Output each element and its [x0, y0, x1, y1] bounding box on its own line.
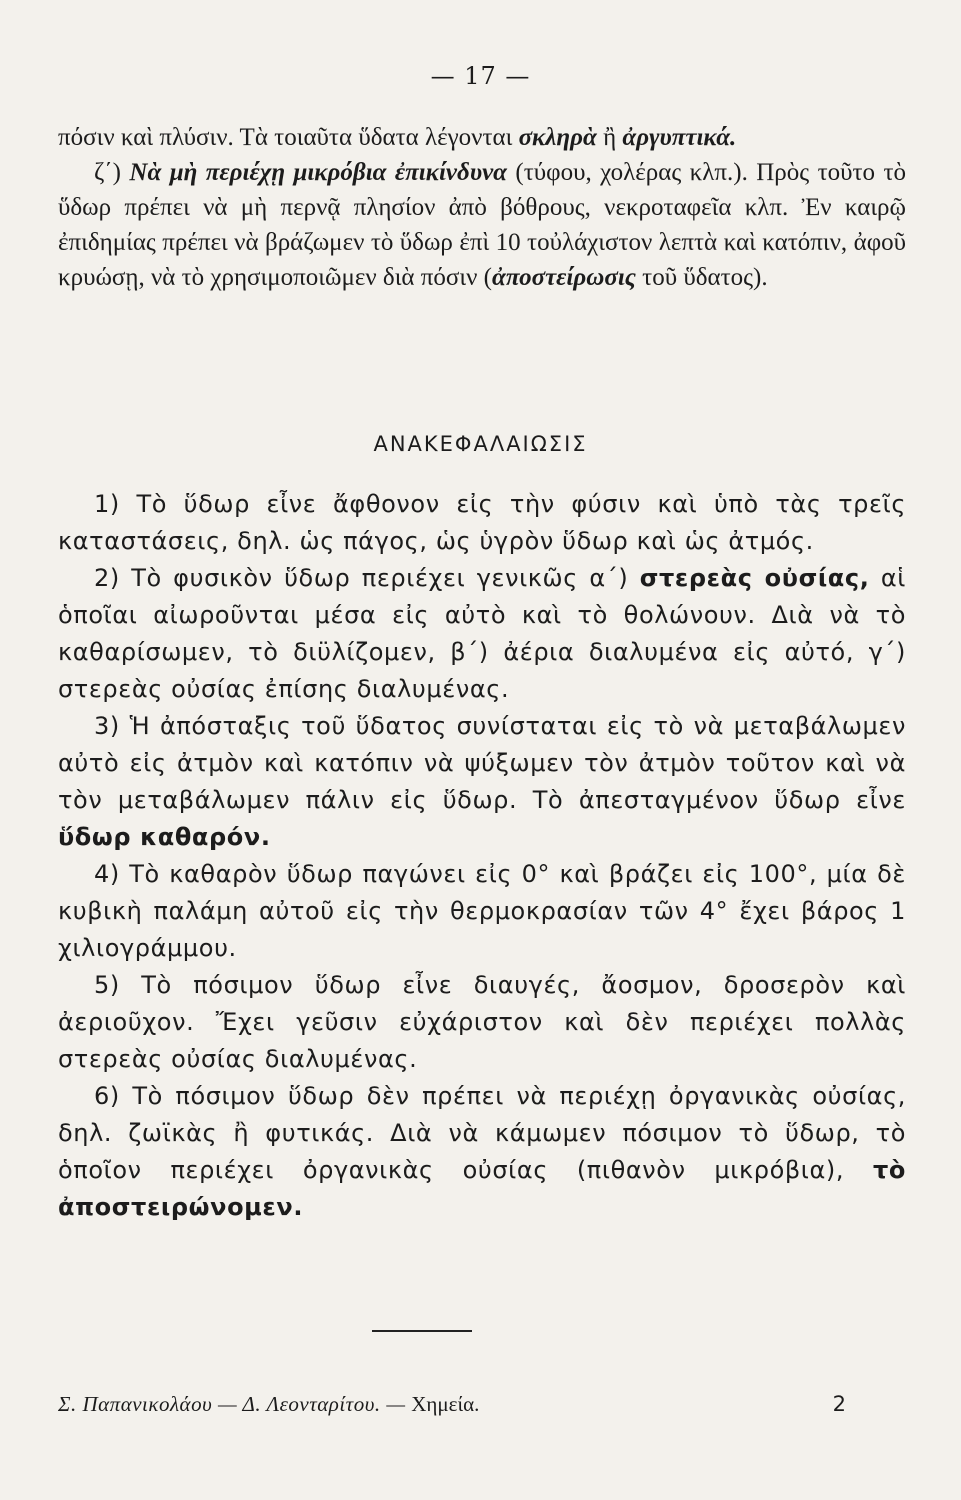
- term-solid-substances: στερεὰς οὐσίας,: [639, 564, 870, 592]
- term-argyptika: ἀργυπτικά.: [622, 124, 737, 151]
- divider-rule: [372, 1330, 472, 1332]
- summary-list: [58, 486, 906, 1226]
- summary-item-1: 1) Τὸ ὕδωρ εἶνε ἄφθονον εἰς τὴν φύσιν καὶ ὑπὸ τὰς τρεῖς καταστάσεις, δηλ. ὡς πάγος, ὡς ὑγρὸν ὕδωρ καὶ ὡς ἀτμός.: [58, 490, 906, 555]
- paragraph-hard-water: πόσιν καὶ πλύσιν. Τὰ τοιαῦτα ὕδατα λέγονται σκληρὰ ἢ ἀργυπτικά.: [58, 124, 737, 151]
- summary-item-4: 4) Τὸ καθαρὸν ὕδωρ παγώνει εἰς 0° καὶ βράζει εἰς 100°, μία δὲ κυβικὴ παλάμη αὐτοῦ εἰς τὴν θερμοκρασίαν τῶν 4° ἔχει βάρος 1 χιλιογράμμου.: [58, 860, 906, 962]
- term-sterilization: ἀποστείρωσις: [491, 264, 636, 291]
- page-footer: [58, 1392, 906, 1417]
- summary-item-6: 6) Τὸ πόσιμον ὕδωρ δὲν πρέπει νὰ περιέχῃ ὀργανικὰς οὐσίας, δηλ. ζωϊκὰς ἢ φυτικάς. Διὰ νὰ κάμωμεν πόσιμον τὸ ὕδωρ, τὸ ὁποῖον περιέχει ὀργανικὰς οὐσίας (πιθανὸν μικρόβια), τὸ ἀποστειρώνομεν.: [58, 1082, 906, 1221]
- footer-authors: Σ. Παπανικολάου — Δ. Λεονταρίτου. —: [58, 1392, 412, 1416]
- page-number: — 17 —: [430, 62, 531, 90]
- signature-mark: 2: [832, 1392, 846, 1416]
- intro-text: [58, 120, 906, 295]
- term-hard: σκληρὰ: [518, 124, 597, 151]
- term-microbes: Νὰ μὴ περιέχῃ μικρόβια ἐπικίνδυνα: [129, 159, 508, 186]
- term-sterilize: τὸ ἀποστειρώνομεν.: [58, 1156, 906, 1221]
- summary-item-5: 5) Τὸ πόσιμον ὕδωρ εἶνε διαυγές, ἄοσμον, δροσερὸν καὶ ἀεριοῦχον. Ἔχει γεῦσιν εὐχάριστον καὶ δὲν περιέχει πολλὰς στερεὰς οὐσίας διαλυμένας.: [58, 971, 906, 1073]
- summary-item-3: 3) Ἡ ἀπόσταξις τοῦ ὕδατος συνίσταται εἰς τὸ νὰ μεταβάλωμεν αὐτὸ εἰς ἀτμὸν καὶ κατόπιν νὰ ψύξωμεν τὸν ἀτμὸν τοῦτον καὶ νὰ τὸν μεταβάλωμεν πάλιν εἰς ὕδωρ. Τὸ ἀπεσταγμένον ὕδωρ εἶνε ὕδωρ καθαρόν.: [58, 712, 906, 851]
- section-heading: ΑΝΑΚΕΦΑΛΑΙΩΣΙΣ: [373, 432, 588, 456]
- paragraph-microbes: ζ΄) Νὰ μὴ περιέχῃ μικρόβια ἐπικίνδυνα (τύφου, χολέρας κλπ.). Πρὸς τοῦτο τὸ ὕδωρ πρέπει νὰ μὴ περνᾷ πλησίον ἀπὸ βόθρους, νεκροταφεῖα κλπ. Ἐν καιρῷ ἐπιδημίας πρέπει νὰ βράζωμεν τὸ ὕδωρ ἐπὶ 10 τοὐλάχιστον λεπτὰ καὶ κατόπιν, ἀφοῦ κρυώσῃ, νὰ τὸ χρησιμοποιῶμεν διὰ πόσιν (ἀποστείρωσις τοῦ ὕδατος).: [58, 159, 906, 291]
- term-pure-water: ὕδωρ καθαρόν.: [58, 823, 271, 851]
- footer-subject: Χημεία.: [411, 1392, 480, 1416]
- summary-item-2: 2) Τὸ φυσικὸν ὕδωρ περιέχει γενικῶς α΄) στερεὰς οὐσίας, αἱ ὁποῖαι αἰωροῦνται μέσα εἰς αὐτὸ καὶ τὸ θολώνουν. Διὰ νὰ τὸ καθαρίσωμεν, τὸ διϋλίζομεν, β΄) ἀέρια διαλυμένα εἰς αὐτό, γ΄) στερεὰς οὐσίας ἐπίσης διαλυμένας.: [58, 564, 906, 703]
